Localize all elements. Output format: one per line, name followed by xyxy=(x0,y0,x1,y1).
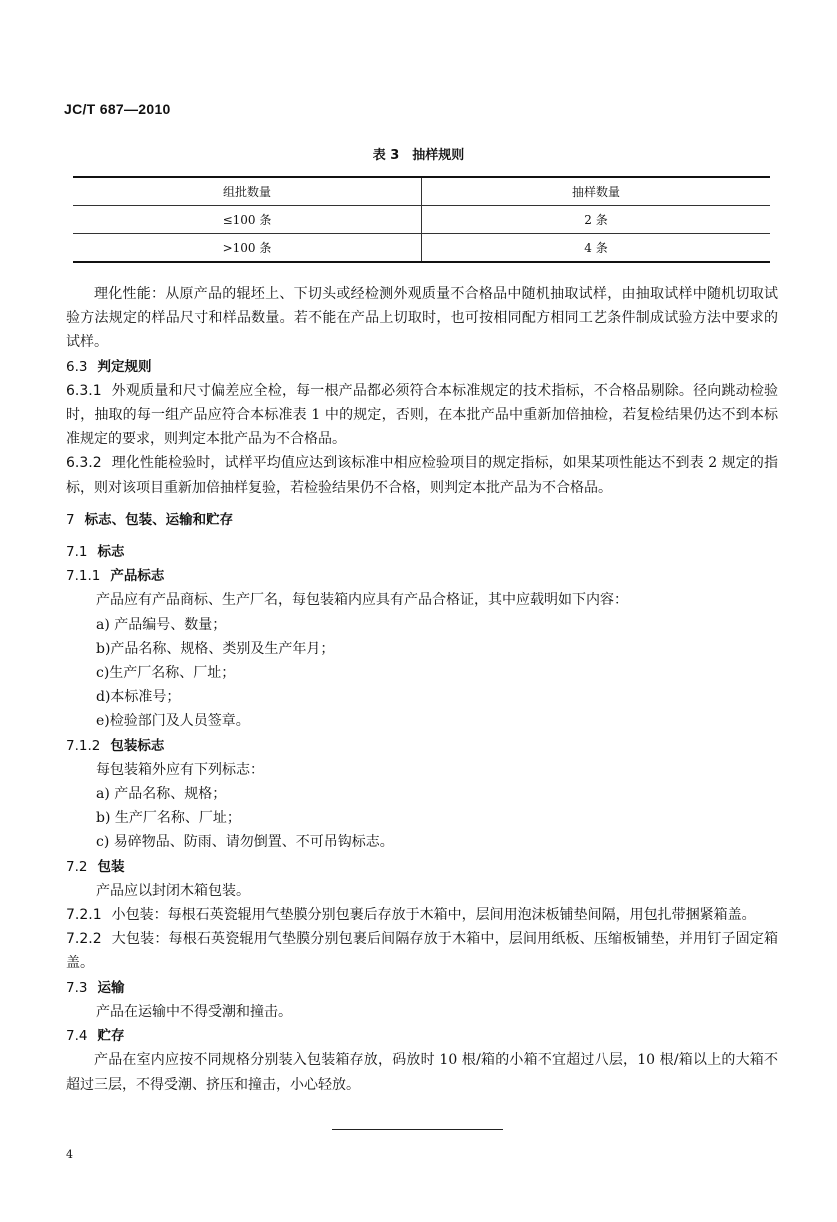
list-item: c)生产厂名称、厂址； xyxy=(96,665,236,682)
clause-paragraph: 7.2.1 小包装：每根石英瓷辊用气垫膜分别包裹后存放于木箱中，层间用泡沫板铺垫间隔，用包扎带捆紧箱盖。 xyxy=(66,907,756,924)
table-header-row xyxy=(73,177,770,206)
subsection-heading: 7.1.1 产品标志 xyxy=(66,568,165,585)
table-cell: 2 条 xyxy=(422,206,771,234)
subsection-heading: 7.1.2 包装标志 xyxy=(66,737,165,754)
standard-number: JC/T 687—2010 xyxy=(64,101,171,117)
table-header-batch: 组批数量 xyxy=(73,177,422,206)
section-heading: 7.4 贮存 xyxy=(66,1028,125,1045)
sampling-rules-table xyxy=(73,176,770,263)
clause-paragraph: 6.3.2 理化性能检验时，试样平均值应达到该标准中相应检验项目的规定指标，如果某项性能达不到表 2 规定的指标，则对该项目重新加倍抽样复验，若检验结果仍不合格，则判定本批产品为不合格品。 xyxy=(66,455,778,496)
clause-paragraph: 7.2.2 大包装：每根石英瓷辊用气垫膜分别包裹后间隔存放于木箱中，层间用纸板、压缩板铺垫，并用钉子固定箱盖。 xyxy=(66,931,778,972)
paragraph: 每包装箱外应有下列标志： xyxy=(96,761,264,778)
table-row xyxy=(73,234,770,263)
section-heading: 7.3 运输 xyxy=(66,979,125,996)
section-heading: 7.1 标志 xyxy=(66,544,125,561)
paragraph: 产品在室内应按不同规格分别装入包装箱存放，码放时 10 根/箱的小箱不宜超过八层，10 根/箱以上的大箱不超过三层，不得受潮、挤压和撞击，小心轻放。 xyxy=(66,1052,778,1093)
table-caption: 表 3 抽样规则 xyxy=(372,148,465,163)
page-number: 4 xyxy=(66,1148,73,1161)
list-item: c) 易碎物品、防雨、请勿倒置、不可吊钩标志。 xyxy=(96,834,394,851)
end-rule xyxy=(332,1129,503,1130)
chapter-heading: 7 标志、包装、运输和贮存 xyxy=(66,511,234,528)
table-row xyxy=(73,206,770,234)
list-item: b)产品名称、规格、类别及生产年月； xyxy=(96,640,335,657)
table-header-sample: 抽样数量 xyxy=(422,177,771,206)
list-item: a) 产品编号、数量； xyxy=(96,616,227,633)
list-item: a) 产品名称、规格； xyxy=(96,786,227,803)
paragraph: 产品应以封闭木箱包装。 xyxy=(96,882,250,899)
list-item: e)检验部门及人员签章。 xyxy=(96,713,250,730)
list-item: b) 生产厂名称、厂址； xyxy=(96,810,241,827)
paragraph-physical-chemical: 理化性能：从原产品的辊坯上、下切头或经检测外观质量不合格品中随机抽取试样，由抽取试样中随机切取试验方法规定的样品尺寸和样品数量。若不能在产品上切取时，也可按相同配方相同工艺条件制成试验方法中要求的试样。 xyxy=(66,286,778,351)
table-cell: ≤100 条 xyxy=(73,206,422,234)
table-cell: 4 条 xyxy=(422,234,771,263)
table-cell: >100 条 xyxy=(73,234,422,263)
section-heading: 7.2 包装 xyxy=(66,858,125,875)
paragraph: 产品在运输中不得受潮和撞击。 xyxy=(96,1003,292,1020)
section-heading: 6.3 判定规则 xyxy=(66,358,152,375)
clause-paragraph: 6.3.1 外观质量和尺寸偏差应全检，每一根产品都必须符合本标准规定的技术指标，不合格品剔除。径向跳动检验时，抽取的每一组产品应符合本标准表 1 中的规定，否则，在本批产品中重新加倍抽检，若复检结果仍达不到本标准规定的要求，则判定本批产品为不合格品。 xyxy=(66,382,778,448)
paragraph: 产品应有产品商标、生产厂名，每包装箱内应具有产品合格证，其中应载明如下内容： xyxy=(96,592,628,609)
document-body xyxy=(66,282,778,1097)
list-item: d)本标准号； xyxy=(96,689,181,706)
